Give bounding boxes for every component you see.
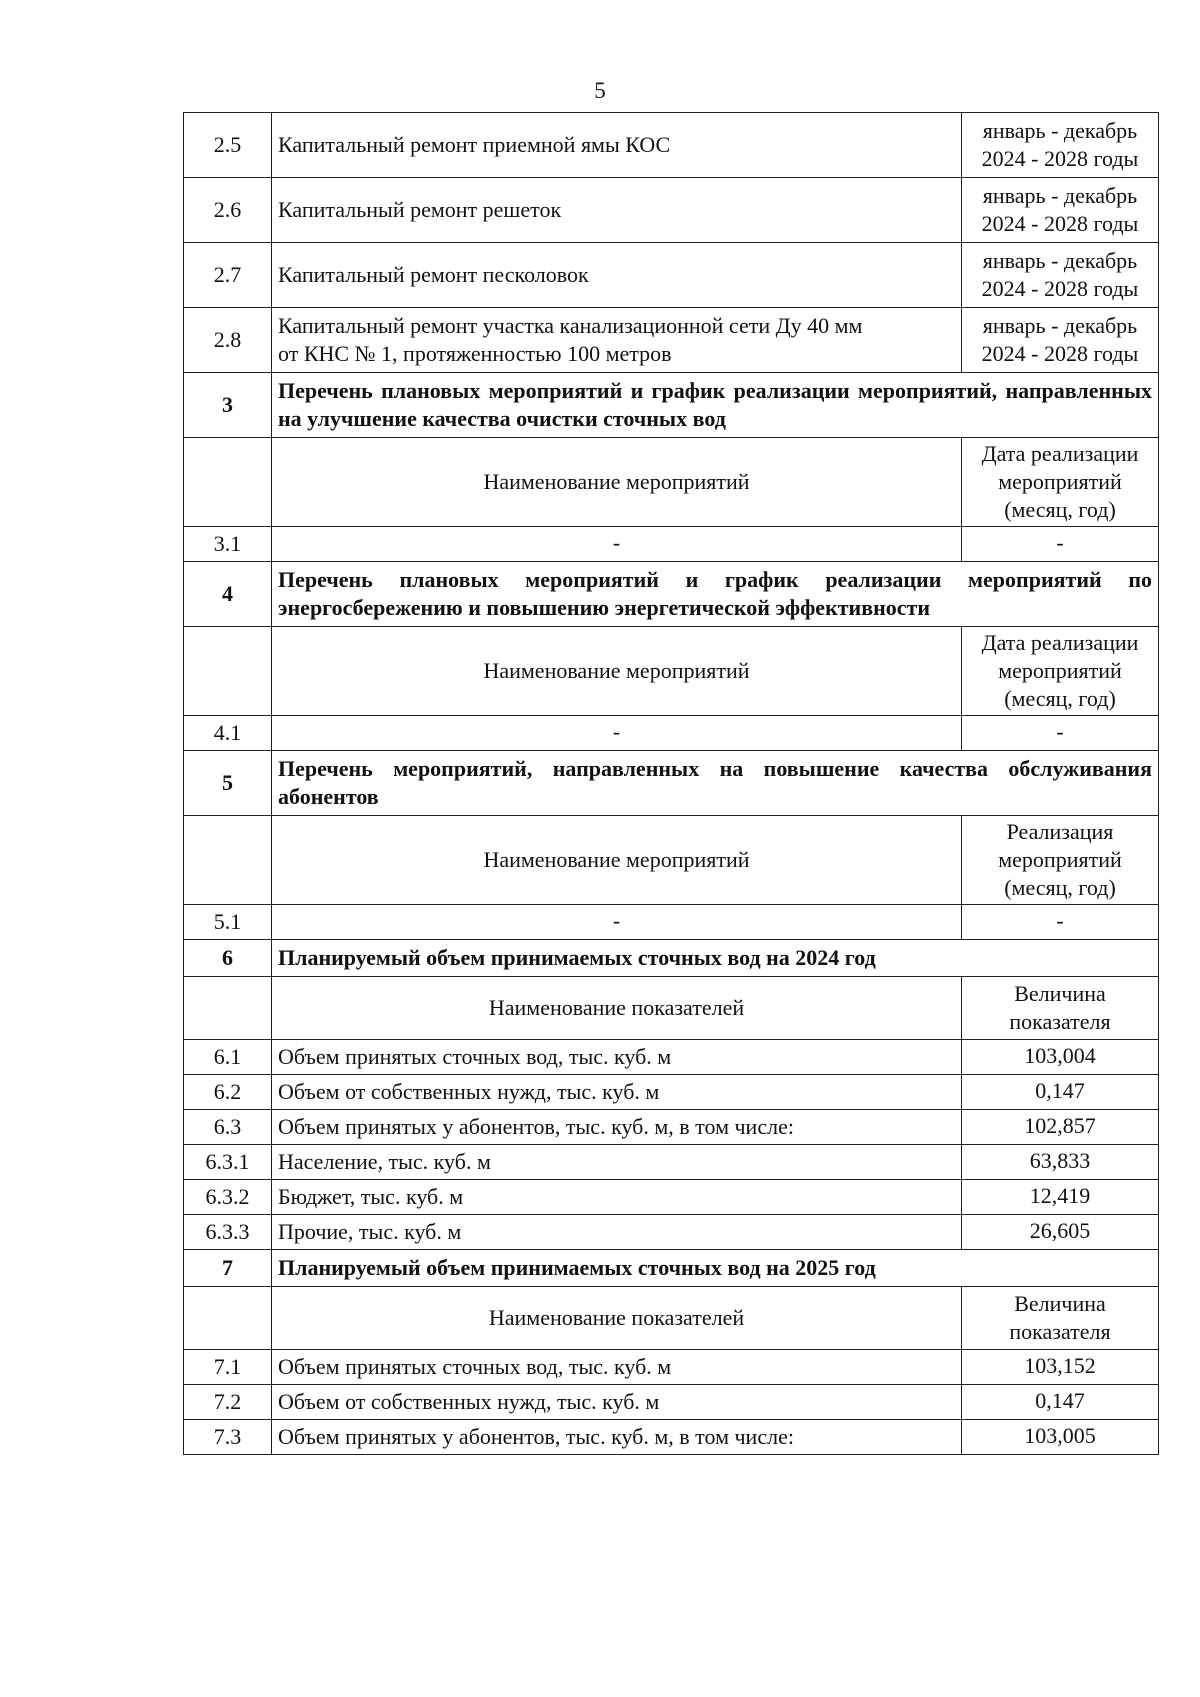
section-number: 7	[184, 1250, 272, 1287]
measure-date: -	[962, 716, 1159, 751]
header-line: Величина	[1014, 981, 1106, 1006]
table-row	[184, 1215, 1159, 1250]
header-line: (месяц, год)	[1004, 686, 1116, 711]
row-number: 6.3.2	[184, 1180, 272, 1215]
empty-cell	[184, 977, 272, 1040]
measure-date	[962, 178, 1159, 243]
indicator-value: 26,605	[962, 1215, 1159, 1250]
indicator-name: Объем принятых сточных вод, тыс. куб. м	[272, 1040, 962, 1075]
table-row	[184, 308, 1159, 373]
column-header-row	[184, 816, 1159, 905]
indicator-value: 0,147	[962, 1075, 1159, 1110]
date-line: 2024 - 2028 годы	[981, 211, 1139, 236]
name-line: от КНС № 1, протяженностью 100 метров	[278, 341, 672, 366]
table-row	[184, 1385, 1159, 1420]
measure-name: -	[272, 527, 962, 562]
row-number: 3.1	[184, 527, 272, 562]
indicator-name: Прочие, тыс. куб. м	[272, 1215, 962, 1250]
section-header-row	[184, 1250, 1159, 1287]
indicator-value: 103,152	[962, 1350, 1159, 1385]
indicator-value: 103,004	[962, 1040, 1159, 1075]
column-header-row	[184, 438, 1159, 527]
measure-date	[962, 243, 1159, 308]
row-number: 2.8	[184, 308, 272, 373]
header-line: Дата реализации	[981, 630, 1139, 655]
indicator-name: Бюджет, тыс. куб. м	[272, 1180, 962, 1215]
column-header-row	[184, 627, 1159, 716]
measure-name: Капитальный ремонт песколовок	[272, 243, 962, 308]
row-number: 4.1	[184, 716, 272, 751]
indicator-name: Объем принятых сточных вод, тыс. куб. м	[272, 1350, 962, 1385]
row-number: 6.3	[184, 1110, 272, 1145]
date-line: 2024 - 2028 годы	[981, 341, 1139, 366]
indicator-name: Население, тыс. куб. м	[272, 1145, 962, 1180]
table-row	[184, 178, 1159, 243]
table-row	[184, 1040, 1159, 1075]
indicator-name: Объем от собственных нужд, тыс. куб. м	[272, 1075, 962, 1110]
column-header-name: Наименование мероприятий	[272, 438, 962, 527]
header-line: (месяц, год)	[1004, 497, 1116, 522]
section-number: 6	[184, 940, 272, 977]
section-title: Перечень плановых мероприятий и график реализации мероприятий, направленных на улучшение качества очистки сточных вод	[272, 373, 1159, 438]
column-header-value	[962, 977, 1159, 1040]
row-number: 7.1	[184, 1350, 272, 1385]
measures-table	[183, 112, 1159, 1455]
header-line: (месяц, год)	[1004, 875, 1116, 900]
header-line: Дата реализации	[981, 441, 1139, 466]
row-number: 5.1	[184, 905, 272, 940]
section-title: Планируемый объем принимаемых сточных вод на 2024 год	[272, 940, 1159, 977]
measure-date: -	[962, 905, 1159, 940]
section-header-row	[184, 751, 1159, 816]
column-header-date	[962, 438, 1159, 527]
indicator-value: 0,147	[962, 1385, 1159, 1420]
row-number: 7.3	[184, 1420, 272, 1455]
section-number: 3	[184, 373, 272, 438]
column-header-date	[962, 816, 1159, 905]
table-row	[184, 716, 1159, 751]
date-line: январь - декабрь	[982, 183, 1138, 208]
section-title: Планируемый объем принимаемых сточных вод на 2025 год	[272, 1250, 1159, 1287]
row-number: 2.7	[184, 243, 272, 308]
indicator-name: Объем принятых у абонентов, тыс. куб. м, в том числе:	[272, 1420, 962, 1455]
table-row	[184, 905, 1159, 940]
empty-cell	[184, 627, 272, 716]
date-line: январь - декабрь	[982, 118, 1138, 143]
indicator-value: 102,857	[962, 1110, 1159, 1145]
date-line: январь - декабрь	[982, 313, 1138, 338]
measure-date: -	[962, 527, 1159, 562]
header-line: Величина	[1014, 1291, 1106, 1316]
measure-name: -	[272, 905, 962, 940]
header-line: показателя	[1009, 1319, 1111, 1344]
row-number: 6.1	[184, 1040, 272, 1075]
table-row	[184, 1180, 1159, 1215]
row-number: 6.2	[184, 1075, 272, 1110]
section-header-row	[184, 940, 1159, 977]
header-line: Реализация	[1006, 819, 1114, 844]
table-row	[184, 1350, 1159, 1385]
column-header-name: Наименование показателей	[272, 1287, 962, 1350]
header-line: показателя	[1009, 1009, 1111, 1034]
indicator-value: 103,005	[962, 1420, 1159, 1455]
header-line: мероприятий	[998, 469, 1122, 494]
table-row	[184, 1075, 1159, 1110]
table-row	[184, 527, 1159, 562]
table-row	[184, 1145, 1159, 1180]
table-row	[184, 1110, 1159, 1145]
date-line: 2024 - 2028 годы	[981, 276, 1139, 301]
indicator-name: Объем принятых у абонентов, тыс. куб. м, в том числе:	[272, 1110, 962, 1145]
indicator-value: 12,419	[962, 1180, 1159, 1215]
row-number: 7.2	[184, 1385, 272, 1420]
measure-date	[962, 113, 1159, 178]
date-line: 2024 - 2028 годы	[981, 146, 1139, 171]
row-number: 2.5	[184, 113, 272, 178]
empty-cell	[184, 816, 272, 905]
empty-cell	[184, 438, 272, 527]
table-row	[184, 1420, 1159, 1455]
section-title: Перечень мероприятий, направленных на повышение качества обслуживания абонентов	[272, 751, 1159, 816]
row-number: 2.6	[184, 178, 272, 243]
measure-name: Капитальный ремонт решеток	[272, 178, 962, 243]
row-number: 6.3.1	[184, 1145, 272, 1180]
empty-cell	[184, 1287, 272, 1350]
header-line: мероприятий	[998, 847, 1122, 872]
section-header-row	[184, 562, 1159, 627]
measure-name: -	[272, 716, 962, 751]
column-header-date	[962, 627, 1159, 716]
column-header-row	[184, 977, 1159, 1040]
section-number: 4	[184, 562, 272, 627]
measure-name: Капитальный ремонт приемной ямы КОС	[272, 113, 962, 178]
indicator-value: 63,833	[962, 1145, 1159, 1180]
row-number: 6.3.3	[184, 1215, 272, 1250]
measure-date	[962, 308, 1159, 373]
section-header-row	[184, 373, 1159, 438]
page-number: 5	[594, 78, 606, 103]
column-header-name: Наименование мероприятий	[272, 816, 962, 905]
date-line: январь - декабрь	[982, 248, 1138, 273]
section-number: 5	[184, 751, 272, 816]
table-row	[184, 243, 1159, 308]
column-header-row	[184, 1287, 1159, 1350]
section-title: Перечень плановых мероприятий и график реализации мероприятий по энергосбережению и повышению энергетической эффективности	[272, 562, 1159, 627]
column-header-value	[962, 1287, 1159, 1350]
column-header-name: Наименование показателей	[272, 977, 962, 1040]
header-line: мероприятий	[998, 658, 1122, 683]
measure-name	[272, 308, 962, 373]
table-row	[184, 113, 1159, 178]
column-header-name: Наименование мероприятий	[272, 627, 962, 716]
name-line: Капитальный ремонт участка канализационной сети Ду 40 мм	[278, 313, 863, 338]
indicator-name: Объем от собственных нужд, тыс. куб. м	[272, 1385, 962, 1420]
